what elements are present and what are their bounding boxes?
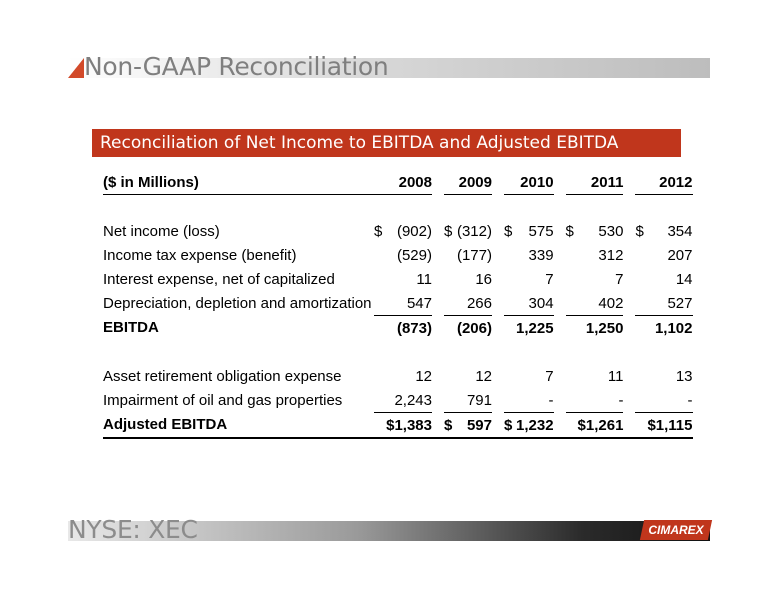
currency-symbol	[566, 243, 578, 267]
footer-ticker: NYSE: XEC	[68, 515, 198, 544]
cell-value: 13	[675, 367, 693, 385]
row-label: Interest expense, net of capitalized	[103, 270, 335, 288]
currency-symbol: $	[504, 413, 516, 439]
currency-symbol	[635, 388, 647, 413]
year-header: 2008	[374, 170, 432, 195]
cell-value: 1,225	[516, 319, 554, 337]
currency-symbol	[444, 316, 456, 341]
title-accent-triangle	[68, 58, 84, 78]
cell-value: 547	[386, 291, 432, 316]
currency-symbol	[444, 267, 456, 291]
currency-symbol	[504, 267, 516, 291]
cell-value: -	[647, 388, 692, 413]
currency-symbol	[635, 291, 647, 316]
currency-symbol	[635, 267, 647, 291]
row-label: Adjusted EBITDA	[103, 413, 374, 439]
table-header-row	[103, 170, 693, 195]
cell-value: 12	[475, 367, 492, 385]
cell-value: 354	[667, 222, 693, 240]
table-row-total	[103, 316, 693, 341]
currency-symbol	[504, 243, 516, 267]
cell-value: 12	[415, 367, 432, 385]
year-header: 2011	[566, 170, 624, 195]
row-label: Depreciation, depletion and amortization	[103, 294, 372, 312]
row-label: Asset retirement obligation expense	[103, 367, 342, 385]
cell-value: 575	[528, 222, 554, 240]
currency-symbol	[444, 243, 456, 267]
currency-symbol	[374, 316, 386, 341]
cell-value: 14	[675, 270, 693, 288]
currency-symbol	[566, 291, 578, 316]
currency-symbol	[566, 316, 578, 341]
cell-value: 266	[456, 291, 492, 316]
cimarex-logo	[640, 520, 712, 540]
cell-value: 1,232	[516, 413, 554, 439]
cell-value: 207	[667, 246, 693, 264]
row-label: Impairment of oil and gas properties	[103, 391, 343, 409]
currency-symbol	[635, 413, 647, 439]
currency-symbol	[566, 413, 578, 439]
cell-value: $1,383	[386, 413, 432, 439]
table-title: Reconciliation of Net Income to EBITDA and Adjusted EBITDA	[100, 133, 619, 153]
cell-value: 530	[598, 222, 624, 240]
currency-symbol: $	[635, 222, 644, 240]
row-label: EBITDA	[103, 319, 159, 337]
currency-symbol: $	[565, 222, 574, 240]
currency-symbol: $	[444, 222, 453, 240]
cell-value: (873)	[396, 319, 432, 337]
table-row-total	[103, 413, 693, 439]
currency-symbol	[504, 291, 516, 316]
currency-symbol: $	[444, 413, 456, 439]
table-row	[103, 267, 693, 291]
currency-symbol	[566, 267, 578, 291]
cell-value: (902)	[396, 222, 432, 240]
currency-symbol	[504, 364, 516, 388]
cell-value: (177)	[456, 246, 492, 264]
logo-text: CIMAREX	[648, 523, 704, 537]
table-row	[103, 219, 693, 243]
cell-value: 1,250	[585, 319, 624, 337]
cell-value: 304	[516, 291, 554, 316]
cell-value: 11	[416, 270, 432, 288]
cell-value: 2,243	[386, 388, 432, 413]
year-header: 2009	[444, 170, 492, 195]
currency-symbol	[635, 364, 647, 388]
table-row	[103, 388, 693, 413]
table-row	[103, 364, 693, 388]
currency-symbol	[504, 388, 516, 413]
year-header: 2010	[504, 170, 554, 195]
currency-symbol	[444, 291, 456, 316]
cell-value: 7	[615, 270, 624, 288]
currency-symbol	[374, 364, 386, 388]
currency-symbol	[504, 316, 516, 341]
cell-value: 597	[456, 413, 492, 439]
cell-value: 312	[598, 246, 624, 264]
cell-value: -	[516, 388, 554, 413]
cell-value: 7	[545, 367, 554, 385]
currency-symbol	[374, 388, 386, 413]
row-label: Net income (loss)	[103, 222, 220, 240]
currency-symbol	[635, 316, 647, 341]
unit-label: ($ in Millions)	[103, 170, 374, 195]
cell-value: 1,102	[654, 319, 693, 337]
cell-value: 7	[545, 270, 554, 288]
title-bar	[68, 52, 710, 81]
cell-value: 527	[647, 291, 692, 316]
slide-title: Non-GAAP Reconciliation	[84, 52, 389, 81]
currency-symbol: $	[504, 222, 513, 240]
currency-symbol	[566, 388, 578, 413]
cell-value: 339	[528, 246, 554, 264]
currency-symbol	[374, 243, 386, 267]
reconciliation-table	[103, 170, 693, 439]
cell-value: $1,261	[578, 413, 624, 439]
year-header: 2012	[635, 170, 692, 195]
table-row	[103, 291, 693, 316]
cell-value: -	[578, 388, 624, 413]
currency-symbol: $	[374, 222, 383, 240]
cell-value: 791	[456, 388, 492, 413]
cell-value: (529)	[396, 246, 432, 264]
currency-symbol	[374, 267, 386, 291]
cell-value: (312)	[456, 222, 492, 240]
currency-symbol	[635, 243, 647, 267]
cell-value: $1,115	[647, 413, 692, 439]
currency-symbol	[444, 388, 456, 413]
cell-value: 16	[475, 270, 492, 288]
table-row	[103, 243, 693, 267]
currency-symbol	[444, 364, 456, 388]
currency-symbol	[374, 291, 386, 316]
currency-symbol	[566, 364, 578, 388]
table-title-banner	[92, 129, 681, 157]
cell-value: 11	[607, 367, 624, 385]
cell-value: (206)	[456, 319, 492, 337]
row-label: Income tax expense (benefit)	[103, 246, 297, 264]
cell-value: 402	[578, 291, 624, 316]
currency-symbol	[374, 413, 386, 439]
